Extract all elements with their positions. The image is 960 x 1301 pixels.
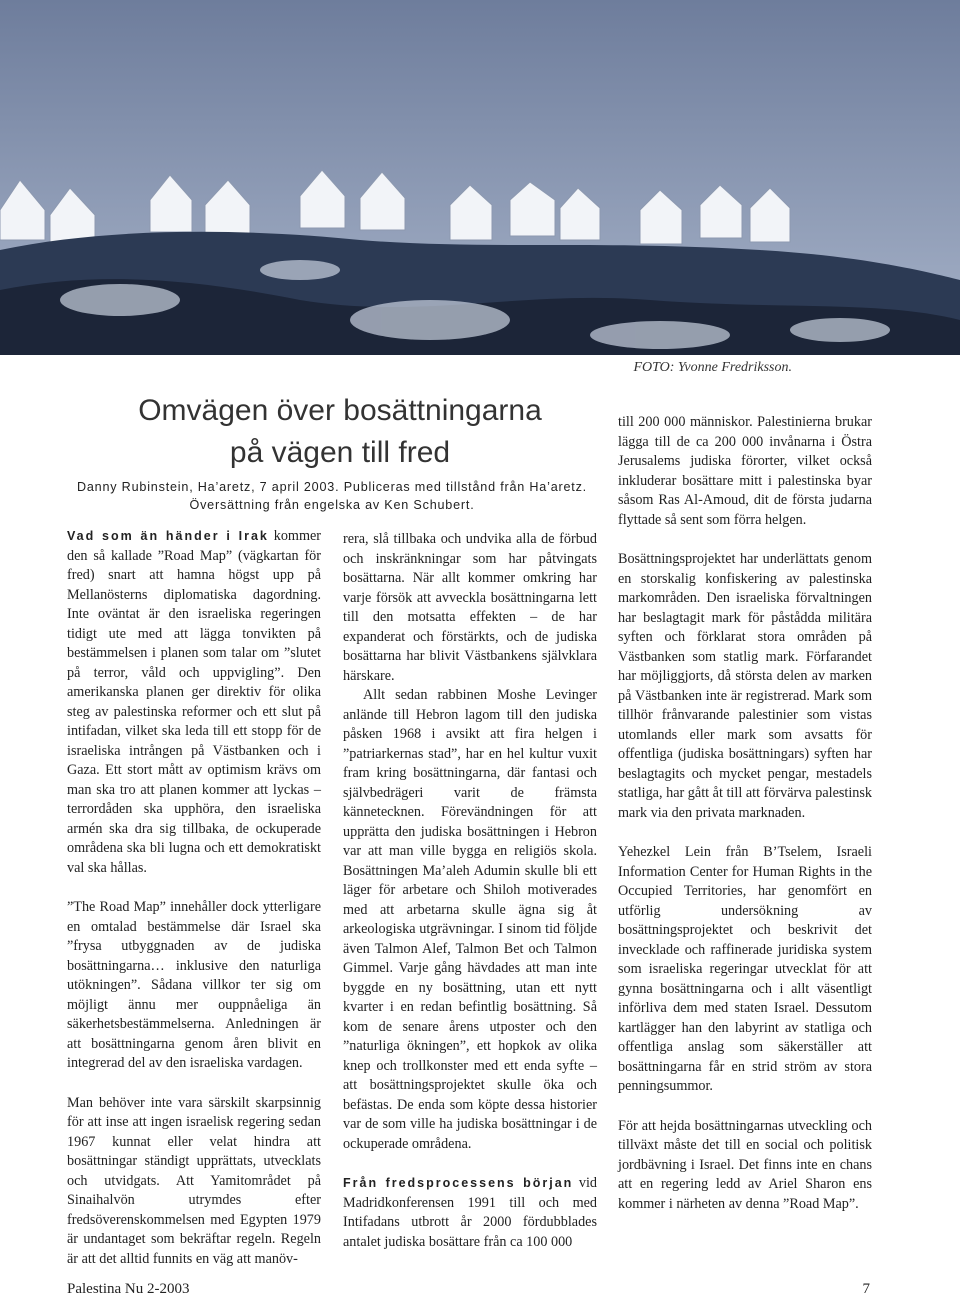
paragraph: Yehezkel Lein från B’Tselem, Israeli Information Center for Human Rights in the Occupied Territories, har genomfört en utförlig undersökning av bosättningsprojektet och beskrivit det invecklade och raffinerade juridiska system som israeliska regeringar utvecklat för att gynna bosättningarna och i allt väsentligt införliva dem med staten Israel. Dessutom kartlägger han den labyrint av statliga och offentliga anslag som säkerställer att bosättningarna får en strid ström av stora penningsummor. xyxy=(618,844,872,1094)
paragraph: rera, slå tillbaka och undvika alla de förbud och inskränkningar som har påtvingats bosättarna. När allt kommer omkring har varje försök att avveckla bosättningarna lett till den motsatta effekten – de har expanderat och förstärkts, och de judiska bosättarna har blivit Västbankens självklara härskare. xyxy=(343,531,597,684)
photo-settlement-icon xyxy=(0,0,960,355)
article-column-2 xyxy=(343,530,597,1252)
article-byline: Danny Rubinstein, Ha’aretz, 7 april 2003. Publiceras med tillstånd från Ha’aretz. Översättning från engelska av Ken Schubert. xyxy=(76,480,587,512)
paragraph-text: vid Madridkonferensen 1991 till och med Intifadans utbrott år 2000 fördubblades antalet judiska bosättare från ca 100 000 xyxy=(343,1175,597,1250)
article-column-1 xyxy=(67,527,321,1269)
header-photo xyxy=(0,0,960,355)
article-title-line-1: Omvägen över bosättningarna xyxy=(138,394,542,427)
paragraph: Allt sedan rabbinen Moshe Levinger anlände till Hebron lagom till den judiska påsken 1968 i avsikt att fira helgen i ”patriarkernas stad”, har en hel kultur vuxit fram kring bosättningarna, där fantasi och självbedrägeri varit de främsta kännetecknen. Förevändningen för att upprätta den judiska bosättningen i Hebron var att man ville bygga en religiös skola. Bosättningen Ma’aleh Adumin skulle bli ett läger för arbetare och Shiloh motiverades med att arbetarna skulle ägna sig åt arkeologiska utgrävningar. I sinom tid följde även Talmon Alef, Talmon Bet och Talmon Gimmel. Varje gång hävdades att man inte byggde en ny bosättning, utan ett nytt kvarter i en redan befintlig bosättning. Så kom de senare årens utposter och den ”naturliga ökningen”, ett hopkok av olika knep och trollkonster med ett enda syfte – att bosättningsprojektet skulle öka och befästas. De enda som köpte dessa historier var de som ville ha judiska bosättningar i de ockuperade områdena. xyxy=(343,687,597,1152)
paragraph xyxy=(343,1174,597,1252)
page-number: 7 xyxy=(862,1281,870,1297)
paragraph: För att hejda bosättningarnas utveckling och tillväxt måste det till en social och politisk jordbävning i Israel. Det finns inte en chans att en regering ledd av Ariel Sharon ens kommer i närheten av denna ”Road Map”. xyxy=(618,1117,872,1212)
article-column-3 xyxy=(618,413,872,1214)
paragraph: ”The Road Map” innehåller dock ytterligare en omtalad bestämmelse där Israel ska ”frysa utbyggnaden av de judiska bosättningarna… inklusive den naturliga utökningen”. Sådana villkor ter sig om möjligt ännu mer ouppnåeliga än säkerhetsbestämmelserna. Anledningen är att bosättningarna genom åren blivit en integrerad del av den israeliska vardagen. xyxy=(67,899,321,1071)
publication-name: Palestina Nu 2-2003 xyxy=(67,1281,190,1297)
paragraph: Bosättningsprojektet har underlättats genom en storskalig konfiskering av palestinska markområden. Den israeliska förvaltningen har beslagtagit mark för påstådda militära syften och förklarat stora områden på Västbanken som statlig mark. Förfarandet har möjliggjorts, då största delen av marken på Västbanken inte är registrerad. Mark som tillhör frånvarande palestinier som vistas utomlands eller mark som avsatts för offentliga (judiska bosättningars) syften har beslagtagits och mycket pengar, mestadels statliga, har gått åt till att förvärva palestinsk mark via den privata marknaden. xyxy=(618,551,872,821)
paragraph xyxy=(67,527,321,878)
photo-credit: FOTO: Yvonne Fredriksson. xyxy=(633,360,792,375)
paragraph-text: kommer den så kallade ”Road Map” (vägkartan för fred) snart att hamna högst upp på Mellanösterns diplomatiska dagordning. Inte oväntat är den israeliska regeringen tidigt ute med att lägga tonvikten på bestämmelsen i planen som talar om ”slutet på terror, våld och uppvigling”. Den amerikanska planen ger direktiv för olika steg av palestinska reformer och ett slut på intifadan, vilket ska leda till ett stopp för de israeliska intrången på Västbanken och i Gaza. Ett stort mått av optimism krävs om man ska tro att planen kommer att lyckas – terrordåden ska upphöra, den israeliska armén ska dra sig tillbaka, de ockuperade områdena ska bli lugna och ett demokratiskt val ska hållas. xyxy=(67,528,322,876)
lead-in: Från fredsprocessens början xyxy=(343,1176,574,1190)
paragraph: till 200 000 människor. Palestinierna brukar lägga till de ca 200 000 invånarna i Östra Jerusalems judiska förorter, vilket också inkluderar bosättare mitt i palestinska byar såsom Ras Al-Amoud, dit de första judarna flyttade så sent som förra helgen. xyxy=(618,414,872,528)
paragraph: Man behöver inte vara särskilt skarpsinnig för att inse att ingen israelisk regering sedan 1967 kunnat eller velat hindra att bosättningar ständigt upprättats, utvecklats och utvidgats. Att Yamitområdet på Sinaihalvön utrymdes efter fredsöverenskommelsen med Egypten 1979 är undantaget som bekräftar regeln. Regeln är att det alltid funnits en väg att manöv- xyxy=(67,1094,321,1267)
article-title-line-2: på vägen till fred xyxy=(229,436,451,469)
lead-in: Vad som än händer i Irak xyxy=(67,529,269,543)
